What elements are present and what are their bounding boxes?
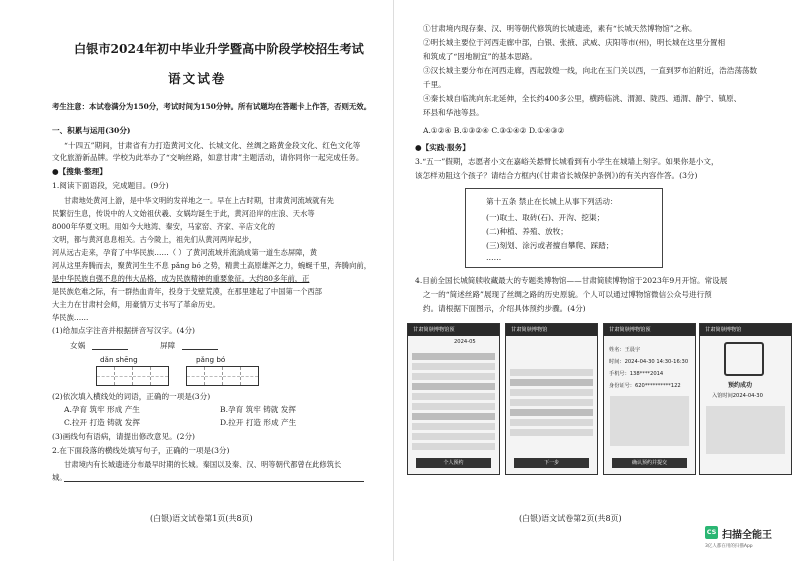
date-label: 2024-05 bbox=[454, 339, 476, 345]
sub-question-1: (1)给加点字注音并根据拼音写汉字。(4分) bbox=[52, 326, 196, 335]
exam-page-2 bbox=[393, 0, 794, 561]
phone-screenshot-2 bbox=[505, 323, 598, 475]
pinyin-1: dǎn shēng bbox=[100, 355, 138, 364]
passage-line: 民繁衍生息，传说中的人文始祖伏羲、女娲均诞生于此，黄河沿岸的庄浪、天水等 bbox=[52, 209, 315, 218]
sub-question-2: (2)依次填入横线处的词语，正确的一项是(3分) bbox=[52, 392, 211, 401]
app-title-bar: 甘肃简牍博物馆预 bbox=[604, 324, 695, 336]
option-d: D.拉开 打造 形成 产生 bbox=[220, 418, 297, 427]
passage-line: 甘肃地处黄河上游，是中华文明的发祥地之一。早在上古时期，甘肃黄河流域就有先 bbox=[64, 196, 334, 205]
option-line: ③汉长城主要分布在河西走廊，西起敦煌一线，向北在玉门关以西，一直到罗布泊附近，浩浩荡荡数 bbox=[423, 66, 758, 75]
answer-options: A.①②④ B.①③②④ C.③①④② D.①④③② bbox=[423, 126, 565, 135]
submit-button: 确认预约并提交 bbox=[612, 458, 687, 468]
scanner-app-name: 扫描全能王 bbox=[722, 530, 772, 541]
word-2: 屏障 bbox=[160, 341, 176, 350]
question-4: 之一的“简述丝路”展现了丝绸之路的历史原貌。个人可以通过博物馆微信公众号进行预 bbox=[423, 290, 712, 299]
q2-passage: 城。 bbox=[52, 473, 67, 482]
app-title-bar: 甘肃简牍博物馆 bbox=[700, 324, 791, 336]
passage-line: 河从远古走来，孕育了中华民族……（ ）了黄河流域并流淌成第一道生态屏障，黄 bbox=[52, 248, 318, 257]
option-line: ④秦长城自临洮向东北延伸，全长约400多公里，横跨临洮、渭源、陇西、通渭、静宁、镇原、 bbox=[423, 94, 742, 103]
app-title-bar: 甘肃简牍博物馆 bbox=[506, 324, 597, 336]
part-heading: ●【搜集·整理】 bbox=[52, 167, 107, 176]
regulation-box bbox=[465, 188, 663, 268]
exam-subtitle: 语文试卷 bbox=[168, 71, 227, 86]
page-footer: (白银)语文试卷第2页(共8页) bbox=[519, 514, 622, 523]
intro-line: “十四五”期间，甘肃省有力打造黄河文化、长城文化、丝绸之路黄金段文化、红色文化等 bbox=[64, 141, 361, 150]
form-time: 时间：2024-04-30 14:30-16:30 bbox=[609, 359, 689, 365]
success-label: 预约成功 bbox=[728, 382, 753, 389]
writing-grid-2 bbox=[186, 366, 259, 386]
calendar-check-icon bbox=[724, 342, 764, 376]
passage-line: 是民族危难之际，有一群热血青年，投身于戈壁荒漠，在那里建起了中国第一个西部 bbox=[52, 287, 322, 296]
entry-date: 入馆时间2024-04-30 bbox=[712, 393, 763, 399]
scanner-tagline: 3亿人都在用的扫描App bbox=[705, 544, 753, 549]
question-3: 3.“五一”假期，志愿者小文在嘉峪关悬臂长城看到有小学生在城墙上刻字。如果你是小文， bbox=[415, 157, 719, 166]
writing-grid-1 bbox=[96, 366, 169, 386]
section-heading: 一、积累与运用(30分) bbox=[52, 126, 131, 135]
next-button: 下一步 bbox=[514, 458, 589, 468]
app-title-bar: 甘肃简牍博物馆预 bbox=[408, 324, 499, 336]
answer-blank bbox=[92, 349, 128, 350]
screenshot-image-area bbox=[610, 396, 689, 446]
option-c: C.拉开 打造 铸就 发挥 bbox=[64, 418, 140, 427]
passage-line-underlined: 是中华民族自强不息的伟大品格，成为民族精神的重要象征。大约80多年前，正 bbox=[52, 274, 310, 283]
option-line: 和筑成了“因地制宜”的基本思路。 bbox=[423, 52, 538, 61]
exam-page-1 bbox=[0, 0, 393, 561]
form-id: 身份证号：620**********122 bbox=[609, 383, 681, 389]
q2-passage: 甘肃境内有长城遗迹分布最早时期的长城。秦国以及秦、汉、明等朝代都曾在此修筑长 bbox=[64, 460, 342, 469]
answer-blank bbox=[182, 349, 218, 350]
option-line: ①甘肃境内现存秦、汉、明等朝代修筑的长城遗迹，素有“长城天然博物馆”之称。 bbox=[423, 24, 697, 33]
passage-line: 大主力在甘肃村会师，用豪情万丈书写了革命历史。 bbox=[52, 300, 220, 309]
phone-screenshot-1 bbox=[407, 323, 500, 475]
regulation-line: (一)取土、取砖(石)、开沟、挖渠； bbox=[486, 213, 605, 222]
question-4: 约。请根据下面图示，介绍具体预约步骤。(4分) bbox=[423, 304, 586, 313]
scanner-logo-icon: CS bbox=[705, 526, 718, 539]
reserve-button: 个人预约 bbox=[416, 458, 491, 468]
word-1: 女娲 bbox=[70, 341, 86, 350]
part-heading: ●【实践·服务】 bbox=[415, 143, 470, 152]
passage-line: 文明，都与黄河息息相关。古今陇上，祖先们从黄河两岸起步， bbox=[52, 235, 257, 244]
option-line: 环县和华池等县。 bbox=[423, 108, 484, 117]
question-1: 1.阅读下面语段，完成题目。(9分) bbox=[52, 181, 169, 190]
passage-line: 河从这里奔腾而去，聚黄河生生不息 pǎng bó 之势，精黄土高原雄浑之力，蜿蜒千里，奔腾向前， bbox=[52, 261, 371, 270]
phone-screenshot-4 bbox=[699, 323, 792, 475]
phone-screenshot-3 bbox=[603, 323, 696, 475]
form-name: 姓名：王晨宇 bbox=[609, 347, 641, 353]
option-line: 千里。 bbox=[423, 80, 446, 89]
intro-line: 文化旅游新品牌。学校为此举办了“交响丝路，如意甘肃”主题活动，请你同你一起完成任务。 bbox=[52, 153, 364, 162]
regulation-line: (三)刻划、涂污或者擅自攀爬、踩踏； bbox=[486, 241, 614, 250]
exam-notice: 考生注意：本试卷满分为150分，考试时间为150分钟。所有试题均在答题卡上作答，否则无效。 bbox=[52, 102, 372, 111]
question-3: 该怎样劝阻这个孩子？请结合方框内(《甘肃省长城保护条例》)的有关内容作答。(3分) bbox=[415, 171, 698, 180]
page-footer: (白银)语文试卷第1页(共8页) bbox=[150, 514, 253, 523]
exam-title: 白银市2024年初中毕业升学暨高中阶段学校招生考试 bbox=[74, 42, 364, 56]
passage-line: 华民族…… bbox=[52, 313, 89, 322]
regulation-line: (二)种植、养殖、放牧； bbox=[486, 227, 568, 236]
sub-question-3: (3)画线句有语病，请提出修改意见。(2分) bbox=[52, 432, 196, 441]
form-phone: 手机号：138****2014 bbox=[609, 371, 664, 377]
regulation-line: 第十五条 禁止在长城上从事下列活动： bbox=[486, 197, 618, 206]
answer-blank bbox=[64, 481, 364, 482]
question-4: 4.目前全国长城简牍收藏最大的专题类博物馆——甘肃简牍博物馆于2023年9月开馆。常设展 bbox=[415, 276, 728, 285]
option-b: B.孕育 筑牢 铸就 发挥 bbox=[220, 405, 296, 414]
screenshot-image-area bbox=[706, 406, 785, 454]
option-a: A.孕育 筑牢 形成 产生 bbox=[64, 405, 140, 414]
question-2: 2.在下面段落的横线处填写句子，正确的一项是(3分) bbox=[52, 446, 230, 455]
option-line: ②明长城主要位于河西走廊中部，白银、张掖、武威、庆阳等市(州)，明长城在这里分置相 bbox=[423, 38, 726, 47]
passage-line: 8000年华夏文明。用如今大地湾、秦安，马家窑、齐家、辛店文化的 bbox=[52, 222, 275, 231]
regulation-line: …… bbox=[486, 253, 502, 262]
pinyin-2: pǎng bó bbox=[196, 355, 226, 364]
